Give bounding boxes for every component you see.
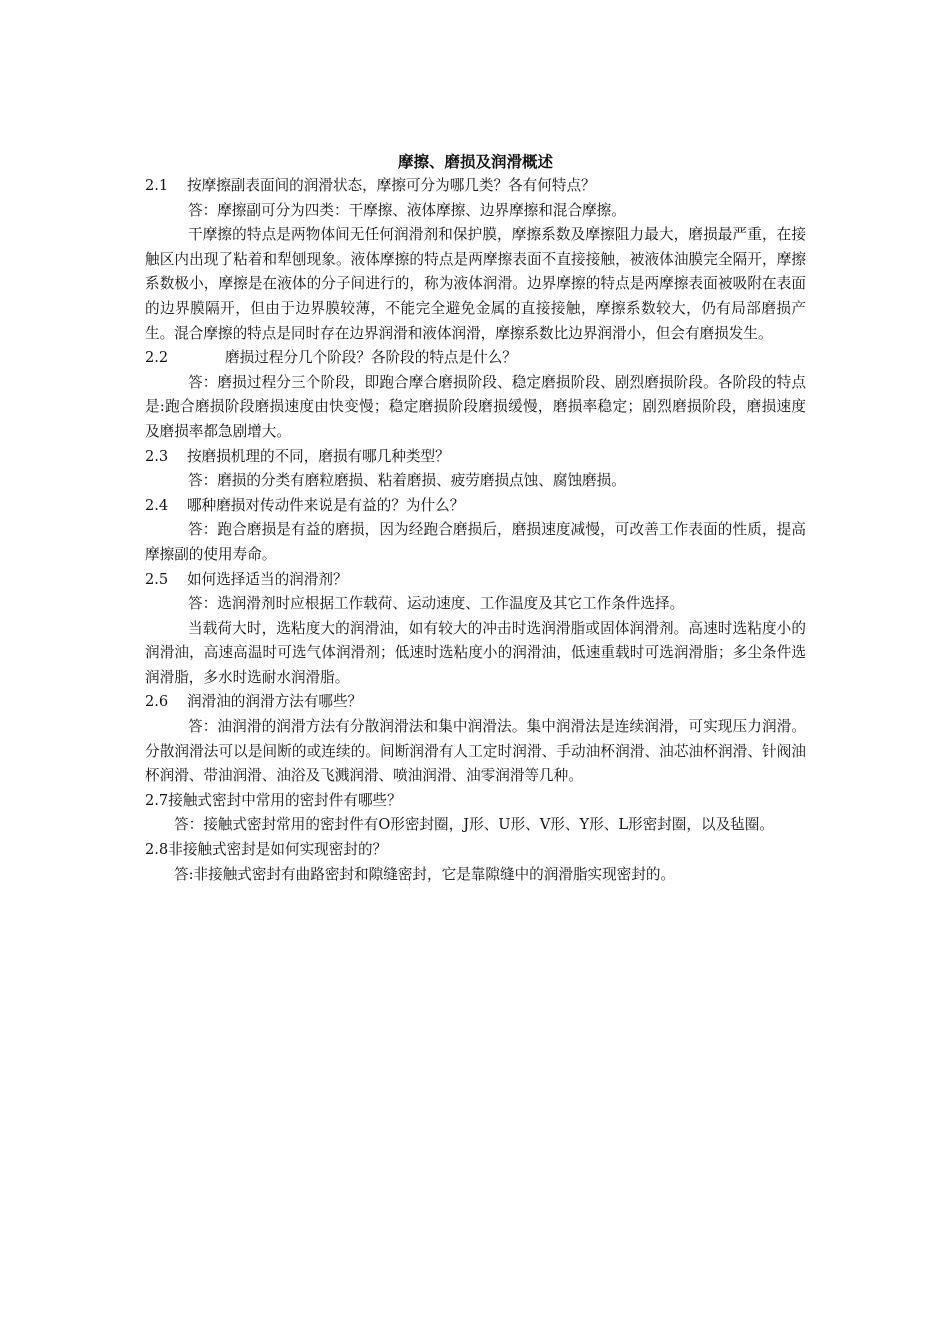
question-text: 如何选择适当的润滑剂？: [187, 570, 348, 588]
question-2-2: [145, 346, 806, 371]
question-2-1: [145, 174, 806, 199]
answer-paragraph: 当载荷大时，选粘度大的润滑油，如有较大的冲击时选润滑脂或固体润滑剂。高速时选粘度小的润滑油，高速高温时可选气体润滑剂；低速时选粘度小的润滑油，低速重载时可选润滑脂；多尘条件选润滑脂，多水时选耐水润滑脂。: [145, 619, 806, 686]
question-number: 2.8: [145, 841, 169, 859]
question-2-4: [145, 494, 806, 519]
question-text: 润滑油的润滑方法有哪些？: [187, 693, 363, 711]
answer-paragraph: 答：接触式密封常用的密封件有O形密封圈，J形、U形、V形、Y形、L形密封圈，以及毡圈。: [174, 816, 774, 834]
question-text: 接触式密封中常用的密封件有哪些？: [168, 791, 402, 809]
answer-paragraph: 答：油润滑的润滑方法有分散润滑法和集中润滑法。集中润滑法是连续润滑，可实现压力润滑。分散润滑法可以是间断的或连续的。间断润滑有人工定时润滑、手动油杯润滑、油芯油杯润滑、针阀油杯润滑、带油润滑、油浴及飞溅润滑、喷油润滑、油零润滑等几种。: [145, 718, 806, 785]
question-2-5: [145, 568, 806, 593]
question-number: 2.1: [145, 177, 169, 194]
question-text: 非接触式密封是如何实现密封的？: [168, 841, 388, 859]
document-page: [145, 150, 806, 887]
answer-paragraph: 答：跑合磨损是有益的磨损，因为经跑合磨损后，磨损速度减慢，可改善工作表面的性质，提高摩擦副的使用寿命。: [145, 521, 806, 563]
question-number: 2.4: [145, 496, 169, 514]
answer-paragraph: 答：摩擦副可分为四类：干摩擦、液体摩擦、边界摩擦和混合摩擦。: [188, 201, 626, 219]
answer-paragraph: 答:非接触式密封有曲路密封和隙缝密封，它是靠隙缝中的润滑脂实现密封的。: [174, 865, 676, 883]
page-title: 摩擦、磨损及润滑概述: [397, 153, 553, 171]
answer-paragraph: 答：磨损过程分三个阶段，即跑合摩合磨损阶段、稳定磨损阶段、剧烈磨损阶段。各阶段的特点是:跑合磨损阶段磨损速度由快变慢；稳定磨损阶段磨损缓慢，磨损率稳定；剧烈磨损阶段，磨损速度及磨损率都急剧增大。: [145, 373, 806, 440]
question-text: 按摩擦副表面间的润滑状态，摩擦可分为哪几类？各有何特点？: [187, 177, 596, 194]
question-number: 2.6: [145, 693, 169, 711]
question-2-6: [145, 690, 806, 715]
question-text: 按磨损机理的不同，磨损有哪几种类型？: [187, 447, 450, 465]
question-number: 2.3: [145, 447, 169, 465]
answer-paragraph: 答：选润滑剂时应根据工作载荷、运动速度、工作温度及其它工作条件选择。: [188, 595, 685, 613]
question-text: 磨损过程分几个阶段？各阶段的特点是什么？: [225, 349, 517, 367]
question-number: 2.5: [145, 570, 169, 588]
answer-paragraph: 干摩擦的特点是两物体间无任何润滑剂和保护膜，摩擦系数及摩擦阻力最大，磨损最严重，在接触区内出现了粘着和犁刨现象。液体摩擦的特点是两摩擦表面不直接接触，被液体油膜完全隔开，摩擦系数极小，摩擦是在液体的分子间进行的，称为液体润滑。边界摩擦的特点是两摩擦表面被吸附在表面的边界膜隔开，但由于边界膜较薄，不能完全避免金属的直接接触，摩擦系数较大，仍有局部磨损产生。混合摩擦的特点是同时存在边界润滑和液体润滑，摩擦系数比边界润滑小，但会有磨损发生。: [145, 226, 806, 342]
question-number: 2.2: [145, 349, 169, 367]
question-text: 哪种磨损对传动件来说是有益的？为什么？: [187, 496, 465, 514]
answer-paragraph: 答：磨损的分类有磨粒磨损、粘着磨损、疲劳磨损点蚀、腐蚀磨损。: [188, 472, 626, 490]
question-2-3: [145, 445, 806, 470]
question-number: 2.7: [145, 791, 169, 809]
question-2-8: [145, 838, 806, 863]
question-2-7: [145, 789, 806, 814]
